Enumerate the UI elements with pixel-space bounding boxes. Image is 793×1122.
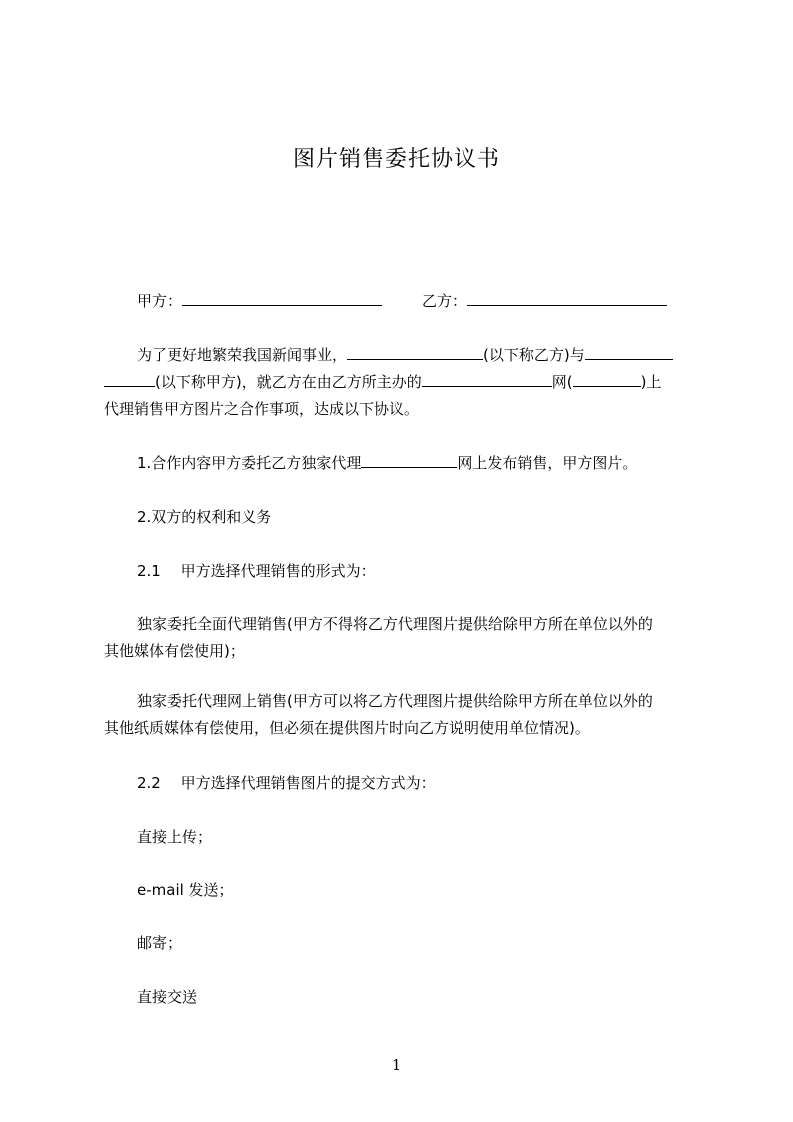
party-a-name-blank-end[interactable] [104, 372, 155, 387]
intro-line-3: 代理销售甲方图片之合作事项，达成以下协议。 [104, 400, 420, 418]
option-1-line-1: 独家委托全面代理销售(甲方不得将乙方代理图片提供给除甲方所在单位以外的 [137, 615, 653, 633]
intro-text-5: )上 [640, 373, 662, 391]
item-1-text-2: 网上发布销售，甲方图片。 [457, 454, 638, 472]
intro-text-2: (以下称乙方)与 [483, 346, 585, 364]
option-2-line-1: 独家委托代理网上销售(甲方可以将乙方代理图片提供给除甲方所在单位以外的 [137, 692, 653, 710]
intro-line-1 [137, 345, 673, 365]
method-hand-delivery: 直接交送 [137, 988, 198, 1006]
intro-text-3: (以下称甲方)，就乙方在由乙方所主办的 [155, 373, 422, 391]
item-1 [137, 453, 637, 473]
website-url-blank[interactable] [573, 372, 641, 387]
item-2-2-heading: 2.2 甲方选择代理销售图片的提交方式为： [137, 774, 436, 792]
party-b-name-blank[interactable] [347, 345, 483, 360]
document-title: 图片销售委托协议书 [292, 147, 500, 172]
intro-text-4: 网( [551, 373, 573, 391]
party-a-label: 甲方： [137, 292, 183, 310]
website-name-blank[interactable] [422, 372, 552, 387]
page-number: 1 [391, 1056, 402, 1074]
method-direct-upload: 直接上传； [137, 828, 213, 846]
option-1-line-2: 其他媒体有偿使用)； [104, 642, 245, 660]
item-1-text-1: 1.合作内容甲方委托乙方独家代理 [137, 454, 362, 472]
method-mail: 邮寄； [137, 934, 183, 952]
agency-site-blank[interactable] [361, 453, 457, 468]
option-2-line-2: 其他纸质媒体有偿使用，但必须在提供图片时向乙方说明使用单位情况)。 [104, 719, 590, 737]
item-2-heading: 2.双方的权利和义务 [137, 508, 272, 526]
intro-line-2 [104, 372, 661, 392]
intro-text-1: 为了更好地繁荣我国新闻事业， [137, 346, 348, 364]
party-b-blank[interactable] [467, 291, 667, 306]
method-email: e-mail 发送； [137, 881, 234, 899]
party-a-name-blank-start[interactable] [585, 345, 673, 360]
parties-line [137, 291, 667, 311]
item-2-1-heading: 2.1 甲方选择代理销售的形式为： [137, 562, 376, 580]
party-a-blank[interactable] [182, 291, 382, 306]
party-b-label: 乙方： [422, 292, 468, 310]
